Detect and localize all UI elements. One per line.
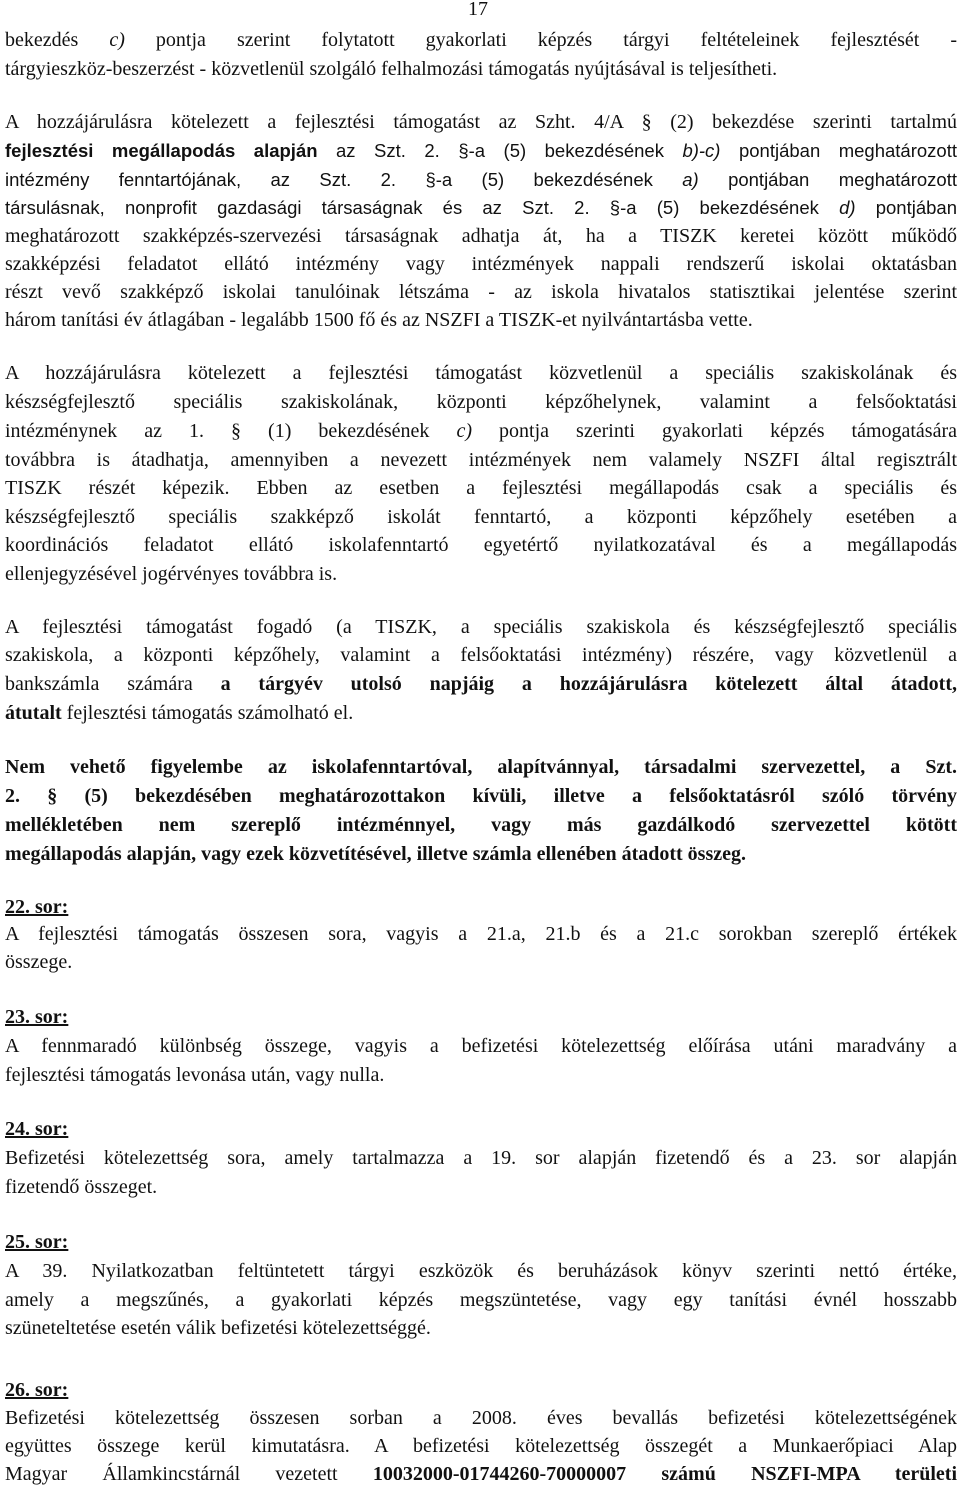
paragraph-3-line xyxy=(5,448,957,472)
text-run: koordinációs feladatot ellátó iskolafenntartó egyetértő nyilatkozatával és a megállapodás xyxy=(5,534,957,556)
text-run: az Szt. 2. §-a (5) bekezdésének xyxy=(317,140,683,161)
italic-text: b)-c) xyxy=(682,140,721,161)
section-heading xyxy=(5,895,957,919)
paragraph-2-line xyxy=(5,252,957,276)
bold-text: 2. § (5) bekezdésében meghatározottakon kívüli, illetve a felsőoktatásról szóló törvény xyxy=(5,785,957,807)
paragraph-1-line xyxy=(5,57,957,81)
paragraph-3-line xyxy=(5,533,957,557)
paragraph-2-line xyxy=(5,139,957,163)
bold-text: fejlesztési megállapodás alapján xyxy=(5,140,318,161)
bold-text: Nem vehető figyelembe az iskolafenntartóval, alapítvánnyal, társadalmi szervezettel, a Szt. xyxy=(5,756,957,778)
section-text-line: összege. xyxy=(5,951,73,973)
italic-text: a) xyxy=(682,169,699,190)
paragraph-5-line xyxy=(5,755,957,779)
text-run: társulásnak, nonprofit gazdasági társaságnak és az Szt. 2. §-a (5) bekezdésének xyxy=(5,197,840,218)
text-run: pontja szerint folytatott gyakorlati képzés tárgyi feltételeinek fejlesztését - xyxy=(124,29,958,51)
paragraph-3-line xyxy=(5,476,957,500)
text-run: A hozzájárulásra kötelezett a fejlesztési támogatást közvetlenül a speciális szakiskolának és xyxy=(5,362,957,384)
section-text-line: együttes összege kerül kimutatásra. A befizetési kötelezettség összegét a Munkaerőpiaci Alap xyxy=(5,1435,957,1457)
paragraph-4-line xyxy=(5,643,957,667)
section-text-line: amely a megszűnés, a gyakorlati képzés megszüntetése, vagy egy tanítási évnél hosszabb xyxy=(5,1289,957,1311)
section-heading-label: 24. sor: xyxy=(5,1118,69,1140)
section-text-line: szüneteltetése esetén válik befizetési kötelezettséggé. xyxy=(5,1317,431,1339)
last-line xyxy=(5,1462,957,1486)
text-run: A hozzájárulásra kötelezett a fejlesztési támogatást az Szht. 4/A § (2) bekezdése szerinti tartalmú xyxy=(5,111,957,133)
text-run: készségfejlesztő speciális szakiskolának, központi képzőhelynek, valamint a felsőoktatási xyxy=(5,391,957,413)
paragraph-2-line xyxy=(5,308,957,332)
paragraph-3-line xyxy=(5,361,957,385)
italic-text: c) xyxy=(109,29,125,51)
section-heading-label: 25. sor: xyxy=(5,1231,69,1253)
text-run: meghatározott szakképzés-szervezési társaságnak adhatja át, ha a TISZK keretei között működő xyxy=(5,225,957,247)
bold-text: a tárgyév utolsó napjáig a hozzájárulásra kötelezett által átadott, xyxy=(220,673,957,695)
section-text-line: A fennmaradó különbség összege, vagyis a befizetési kötelezettség előírása utáni maradvány a xyxy=(5,1035,957,1057)
bold-text: 10032000-01744260-70000007 számú NSZFI-MPA területi xyxy=(372,1463,958,1485)
text-run: pontjában meghatározott xyxy=(720,140,957,161)
text-run: szakképzési feladatot ellátó intézmény vagy intézmények nappali rendszerű iskolai oktatásban xyxy=(5,253,957,275)
text-run: részt vevő szakképző iskolai tanulóinak létszáma - az iskola hivatalos statisztikai jelentése szerint xyxy=(5,281,957,303)
paragraph-5-line xyxy=(5,842,957,866)
paragraph-3-line xyxy=(5,419,957,443)
text-run: bekezdés xyxy=(5,29,110,51)
section-text-line: fejlesztési támogatás levonása után, vagy nulla. xyxy=(5,1064,385,1086)
text-run: három tanítási év átlagában - legalább 1500 fő és az NSZFI a TISZK-et nyilvántartásba vette. xyxy=(5,309,753,331)
bold-text: mellékletében nem szereplő intézménnyel, vagy más gazdálkodó szervezettel kötött xyxy=(5,814,957,836)
paragraph-2-line xyxy=(5,168,957,192)
text-run: bankszámla számára xyxy=(5,673,221,695)
text-run: ellenjegyzésével jogérvényes továbbra is. xyxy=(5,563,338,585)
section-heading xyxy=(5,1230,957,1254)
text-run: Magyar Államkincstárnál vezetett xyxy=(5,1463,373,1485)
paragraph-2-line xyxy=(5,110,957,134)
bold-text: átutalt xyxy=(5,702,62,724)
section-heading-label: 22. sor: xyxy=(5,896,69,918)
text-run: tárgyieszköz-beszerzést - közvetlenül szolgáló felhalmozási támogatás nyújtásával is teljesítheti. xyxy=(5,58,778,80)
paragraph-2-line xyxy=(5,196,957,220)
paragraph-4-line xyxy=(5,701,957,725)
paragraph-1-line xyxy=(5,28,957,52)
paragraph-3-line xyxy=(5,562,957,586)
italic-text: d) xyxy=(839,197,856,218)
section-text-line: fizetendő összeget. xyxy=(5,1176,158,1198)
paragraph-5-line xyxy=(5,813,957,837)
text-run: továbbra is átadhatja, amennyiben a nevezett intézmények nem valamely NSZFI által regisztrált xyxy=(5,449,957,471)
bold-text: megállapodás alapján, vagy ezek közvetítésével, illetve számla ellenében átadott összeg. xyxy=(5,843,746,865)
paragraph-4-line xyxy=(5,615,957,639)
paragraph-4-line xyxy=(5,672,957,696)
text-run: fejlesztési támogatás számolható el. xyxy=(61,702,354,724)
italic-text: c) xyxy=(456,420,473,442)
text-run: készségfejlesztő speciális szakképző iskolát fenntartó, a központi képzőhely esetében a xyxy=(5,506,957,528)
section-text-line: A 39. Nyilatkozatban feltüntetett tárgyi eszközök és beruházások könyv szerinti nettó értéke, xyxy=(5,1260,957,1282)
text-run: szakiskola, a központi képzőhely, valamint a felsőoktatási intézmény) részére, vagy közvetlenül a xyxy=(5,644,957,666)
text-run: pontjában meghatározott xyxy=(698,169,957,190)
section-heading xyxy=(5,1117,957,1141)
paragraph-3-line xyxy=(5,505,957,529)
paragraph-2-line xyxy=(5,280,957,304)
text-run: TISZK részét képezik. Ebben az esetben a fejlesztési megállapodás csak a speciális és xyxy=(5,477,957,499)
text-run: intézménynek az 1. § (1) bekezdésének xyxy=(5,420,457,442)
paragraph-5-line xyxy=(5,784,957,808)
section-heading xyxy=(5,1005,957,1029)
text-run: intézmény fenntartójának, az Szt. 2. §-a (5) bekezdésének xyxy=(5,169,683,190)
section-text-line: Befizetési kötelezettség sora, amely tartalmazza a 19. sor alapján fizetendő és a 23. sor alapján xyxy=(5,1147,957,1169)
section-heading-label: 26. sor: xyxy=(5,1379,69,1401)
paragraph-3-line xyxy=(5,390,957,414)
text-run: pontjában xyxy=(855,197,957,218)
section-text-line: A fejlesztési támogatás összesen sora, vagyis a 21.a, 21.b és a 21.c sorokban szereplő értékek xyxy=(5,923,957,945)
section-heading-label: 23. sor: xyxy=(5,1006,69,1028)
text-run: A fejlesztési támogatást fogadó (a TISZK, a speciális szakiskola és készségfejlesztő speciális xyxy=(5,616,957,638)
text-run: pontja szerinti gyakorlati képzés támogatására xyxy=(472,420,958,442)
page-number: 17 xyxy=(468,0,488,20)
section-text-line: Befizetési kötelezettség összesen sorban a 2008. éves bevallás befizetési kötelezettségének xyxy=(5,1407,957,1429)
paragraph-2-line xyxy=(5,224,957,248)
section-heading xyxy=(5,1378,957,1402)
